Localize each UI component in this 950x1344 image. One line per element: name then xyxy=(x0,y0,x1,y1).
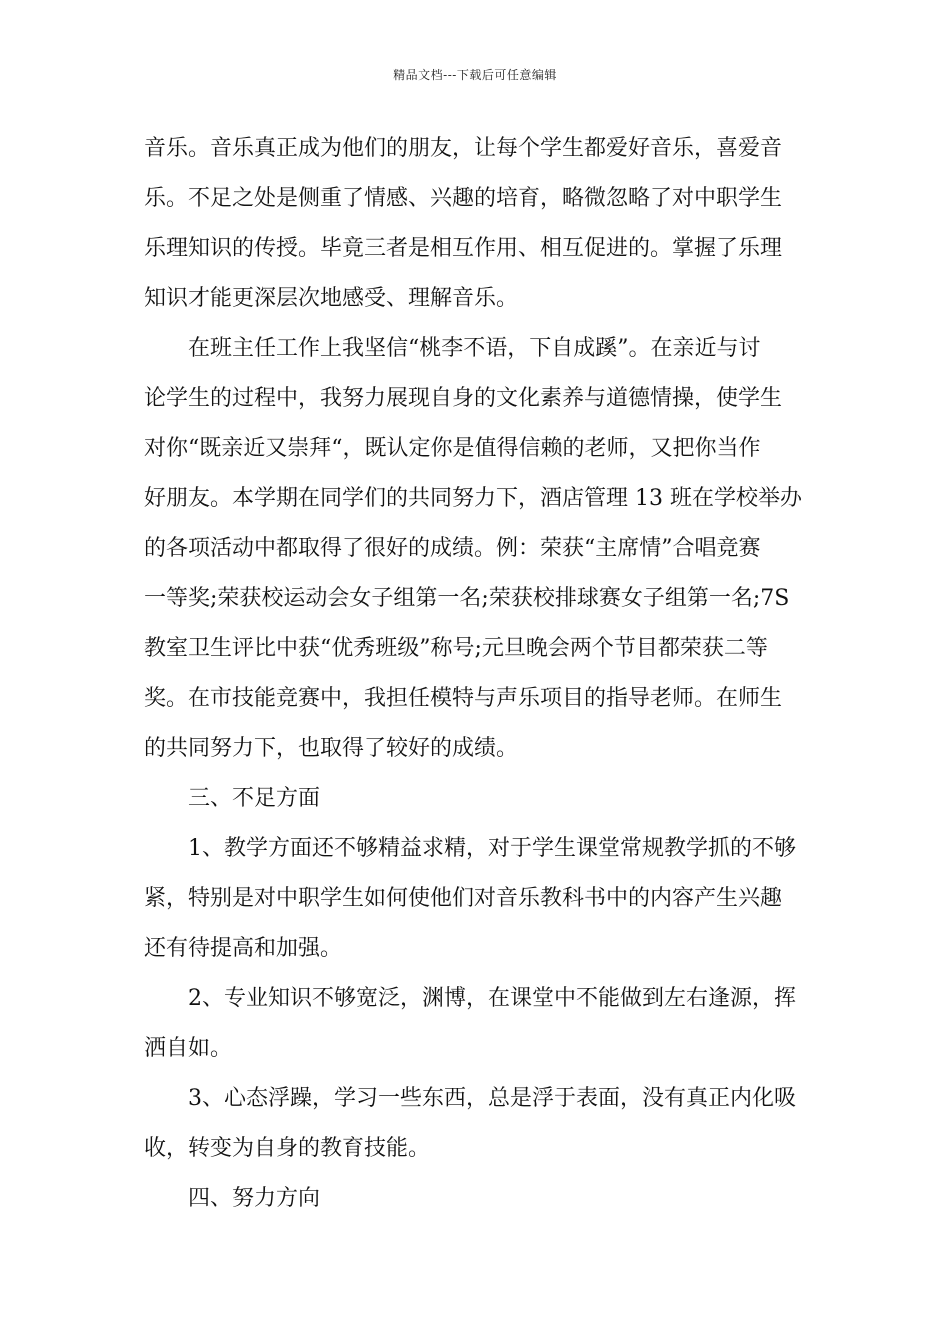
text-line: 四、努力方向 xyxy=(188,1186,321,1211)
text-line: 好朋友。本学期在同学们的共同努力下，酒店管理 13 班在学校举办 xyxy=(144,486,802,511)
text-line: 洒自如。 xyxy=(144,1036,233,1061)
text-line: 还有待提高和加强。 xyxy=(144,936,343,961)
text-line: 论学生的过程中，我努力展现自身的文化素养与道德情操，使学生 xyxy=(144,386,783,411)
text-line: 乐理知识的传授。毕竟三者是相互作用、相互促进的。掌握了乐理 xyxy=(144,236,783,261)
text-line: 的共同努力下，也取得了较好的成绩。 xyxy=(144,736,519,761)
text-line: 教室卫生评比中获“优秀班级”称号;元旦晚会两个节目都荣获二等 xyxy=(144,636,768,661)
text-line: 紧，特别是对中职学生如何使他们对音乐教科书中的内容产生兴趣 xyxy=(144,886,783,911)
text-line: 收，转变为自身的教育技能。 xyxy=(144,1136,431,1161)
page-header: 精品文档---下载后可任意编辑 xyxy=(393,68,557,82)
text-line: 乐。不足之处是侧重了情感、兴趣的培育，略微忽略了对中职学生 xyxy=(144,186,783,211)
text-line: 3、心态浮躁，学习一些东西，总是浮于表面，没有真正内化吸 xyxy=(188,1086,796,1111)
text-line: 在班主任工作上我坚信“桃李不语，下自成蹊”。在亲近与讨 xyxy=(188,336,761,361)
text-line: 知识才能更深层次地感受、理解音乐。 xyxy=(144,286,519,311)
text-line: 2、专业知识不够宽泛，渊博，在课堂中不能做到左右逢源，挥 xyxy=(188,986,796,1011)
text-line: 奖。在市技能竞赛中，我担任模特与声乐项目的指导老师。在师生 xyxy=(144,686,783,711)
text-line: 三、不足方面 xyxy=(188,786,321,811)
text-line: 一等奖;荣获校运动会女子组第一名;荣获校排球赛女子组第一名;7S xyxy=(144,586,790,611)
text-line: 音乐。音乐真正成为他们的朋友，让每个学生都爱好音乐，喜爱音 xyxy=(144,136,783,161)
text-line: 的各项活动中都取得了很好的成绩。例：荣获“主席情”合唱竞赛 xyxy=(144,536,761,561)
document-body xyxy=(144,124,806,1224)
text-line: 1、教学方面还不够精益求精，对于学生课堂常规教学抓的不够 xyxy=(188,836,796,861)
text-line: 对你“既亲近又崇拜“，既认定你是值得信赖的老师，又把你当作 xyxy=(144,436,761,461)
